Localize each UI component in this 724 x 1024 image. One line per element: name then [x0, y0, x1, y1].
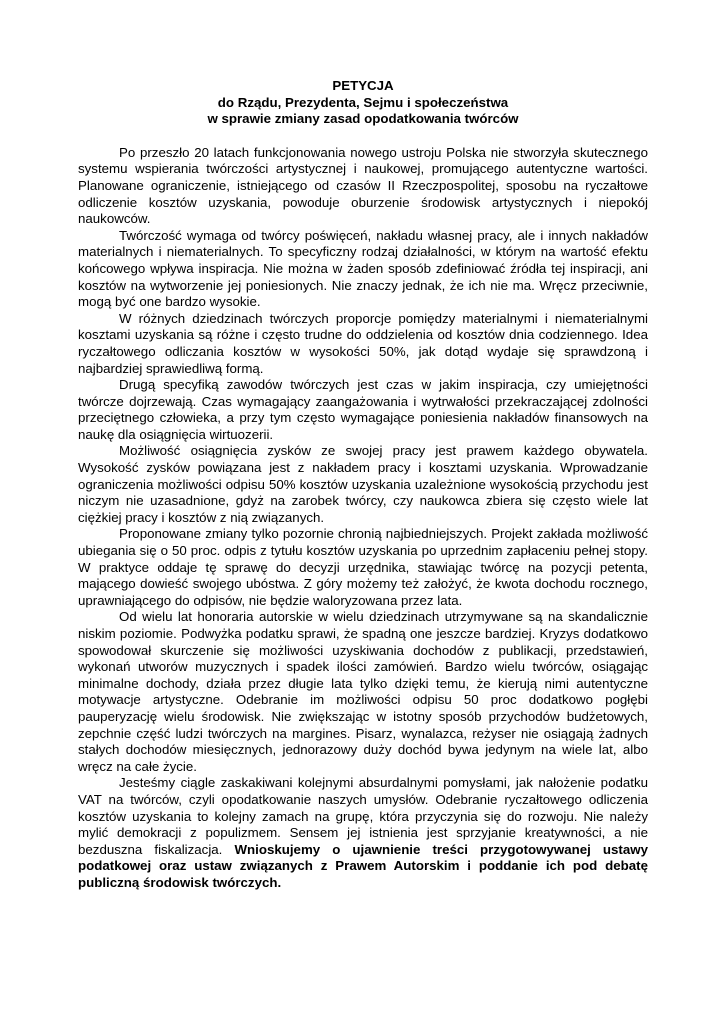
document-subtitle-line2: w sprawie zmiany zasad opodatkowania twórców — [207, 111, 519, 127]
document-subtitle-line1: do Rządu, Prezydenta, Sejmu i społeczeństwa — [217, 94, 509, 110]
paragraph-5: Możliwość osiągnięcia zysków ze swojej pracy jest prawem każdego obywatela. Wysokość zysków powiązana jest z nakładem pracy i kosztami uzyskania. Wprowadzanie ograniczenia możliwości odpisu 50% kosztów uzyskania uzależnione wysokością przychodu jest niczym nie uzasadnione, gdyż na zarobek twórcy, czy naukowca zbiera się często wiele lat ciężkiej pracy i kosztów z nią związanych. — [78, 443, 648, 525]
document-title: PETYCJA — [332, 78, 394, 93]
paragraph-2: Twórczość wymaga od twórcy poświęceń, nakładu własnej pracy, ale i innych nakładów materialnych i niematerialnych. To specyficzny rodzaj działalności, w którym na wartość efektu końcowego wpływa inspiracja. Nie można w żaden sposób zdefiniować źródła tej inspiracji, ani kosztów na wytworzenie jej poniesionych. Nie znaczy jednak, że ich nie ma. Wręcz przeciwnie, mogą być one bardzo wysokie. — [78, 227, 648, 310]
paragraph-4: Drugą specyfiką zawodów twórczych jest czas w jakim inspiracja, czy umiejętności twórcze dojrzewają. Czas wymagający zaangażowania i wytrwałości przekraczającej zdolności przeciętnego człowieka, a przy tym często wymagające poniesienia nakładów finansowych na naukę dla osiągnięcia wirtuozerii. — [78, 377, 648, 442]
paragraph-7: Od wielu lat honoraria autorskie w wielu dziedzinach utrzymywane są na skandalicznie niskim poziomie. Podwyżka podatku sprawi, że spadną one jeszcze bardziej. Kryzys dodatkowo spowodował skurczenie się możliwości uzyskiwania dochodów z publikacji, przedstawień, wykonań utworów muzycznych i spadek ilości zamówień. Bardzo wielu twórców, osiągając minimalne dochody, działa przez długie lata tylko dzięki temu, że kierują nimi autentyczne motywacje artystyczne. Odebranie im możliwości odpisu 50 proc dodatkowo pogłębi pauperyzację wielu środowisk. Nie zwiększając w istotny sposób przychodów budżetowych, zepchnie część ludzi twórczych na margines. Pisarz, wynalazca, reżyser nie osiągają żadnych stałych dochodów miesięcznych, jednorazowy duży dochód bywa jedynym na wiele lat, albo wręcz na całe życie. — [78, 609, 648, 774]
paragraph-8 — [78, 775, 648, 891]
petition-request: Wnioskujemy o ujawnienie treści przygotowywanej ustawy podatkowej oraz ustaw związanych z Prawem Autorskim i poddanie ich pod debatę publiczną środowisk twórczych. — [78, 841, 648, 890]
paragraph-6: Proponowane zmiany tylko pozornie chronią najbiedniejszych. Projekt zakłada możliwość ubiegania się o 50 proc. odpis z tytułu kosztów uzyskania po uprzednim zapłaceniu pełnej stopy. W praktyce oddaje tę sprawę do decyzji urzędnika, stawiając twórcę na pozycji petenta, mającego dowieść swojego ubóstwa. Z góry możemy też założyć, że kwota dochodu rocznego, uprawniającego do odpisów, nie będzie waloryzowana przez lata. — [78, 526, 648, 608]
document-page — [78, 78, 648, 892]
paragraph-1: Po przeszło 20 latach funkcjonowania nowego ustroju Polska nie stworzyła skutecznego systemu wspierania twórczości artystycznej i naukowej, promującego autentyczne wartości. Planowane ograniczenie, istniejącego od czasów II Rzeczpospolitej, sposobu na ryczałtowe odliczenie kosztów uzyskania, powoduje oburzenie środowisk artystycznych i niepokój naukowców. — [78, 144, 648, 227]
petition-header — [78, 78, 648, 128]
paragraph-3: W różnych dziedzinach twórczych proporcje pomiędzy materialnymi i niematerialnymi kosztami uzyskania są różne i często trudne do oddzielenia od kosztów dnia codziennego. Idea ryczałtowego odliczania kosztów w wysokości 50%, jak dotąd wydaje się sprawdzoną i najbardziej sprawiedliwą formą. — [78, 310, 648, 376]
paragraph-8-text: Jesteśmy ciągle zaskakiwani kolejnymi absurdalnymi pomysłami, jak nałożenie podatku VAT na twórców, czyli opodatkowanie naszych umysłów. Odebranie ryczałtowego odliczenia kosztów uzyskania to kolejny zamach na grupę, która przyczynia się do rozwoju. Nie należy mylić demokracji z populizmem. Sensem jej istnienia jest sprzyjanie kreatywności, a nie bezduszna fiskalizacja. — [78, 775, 648, 857]
